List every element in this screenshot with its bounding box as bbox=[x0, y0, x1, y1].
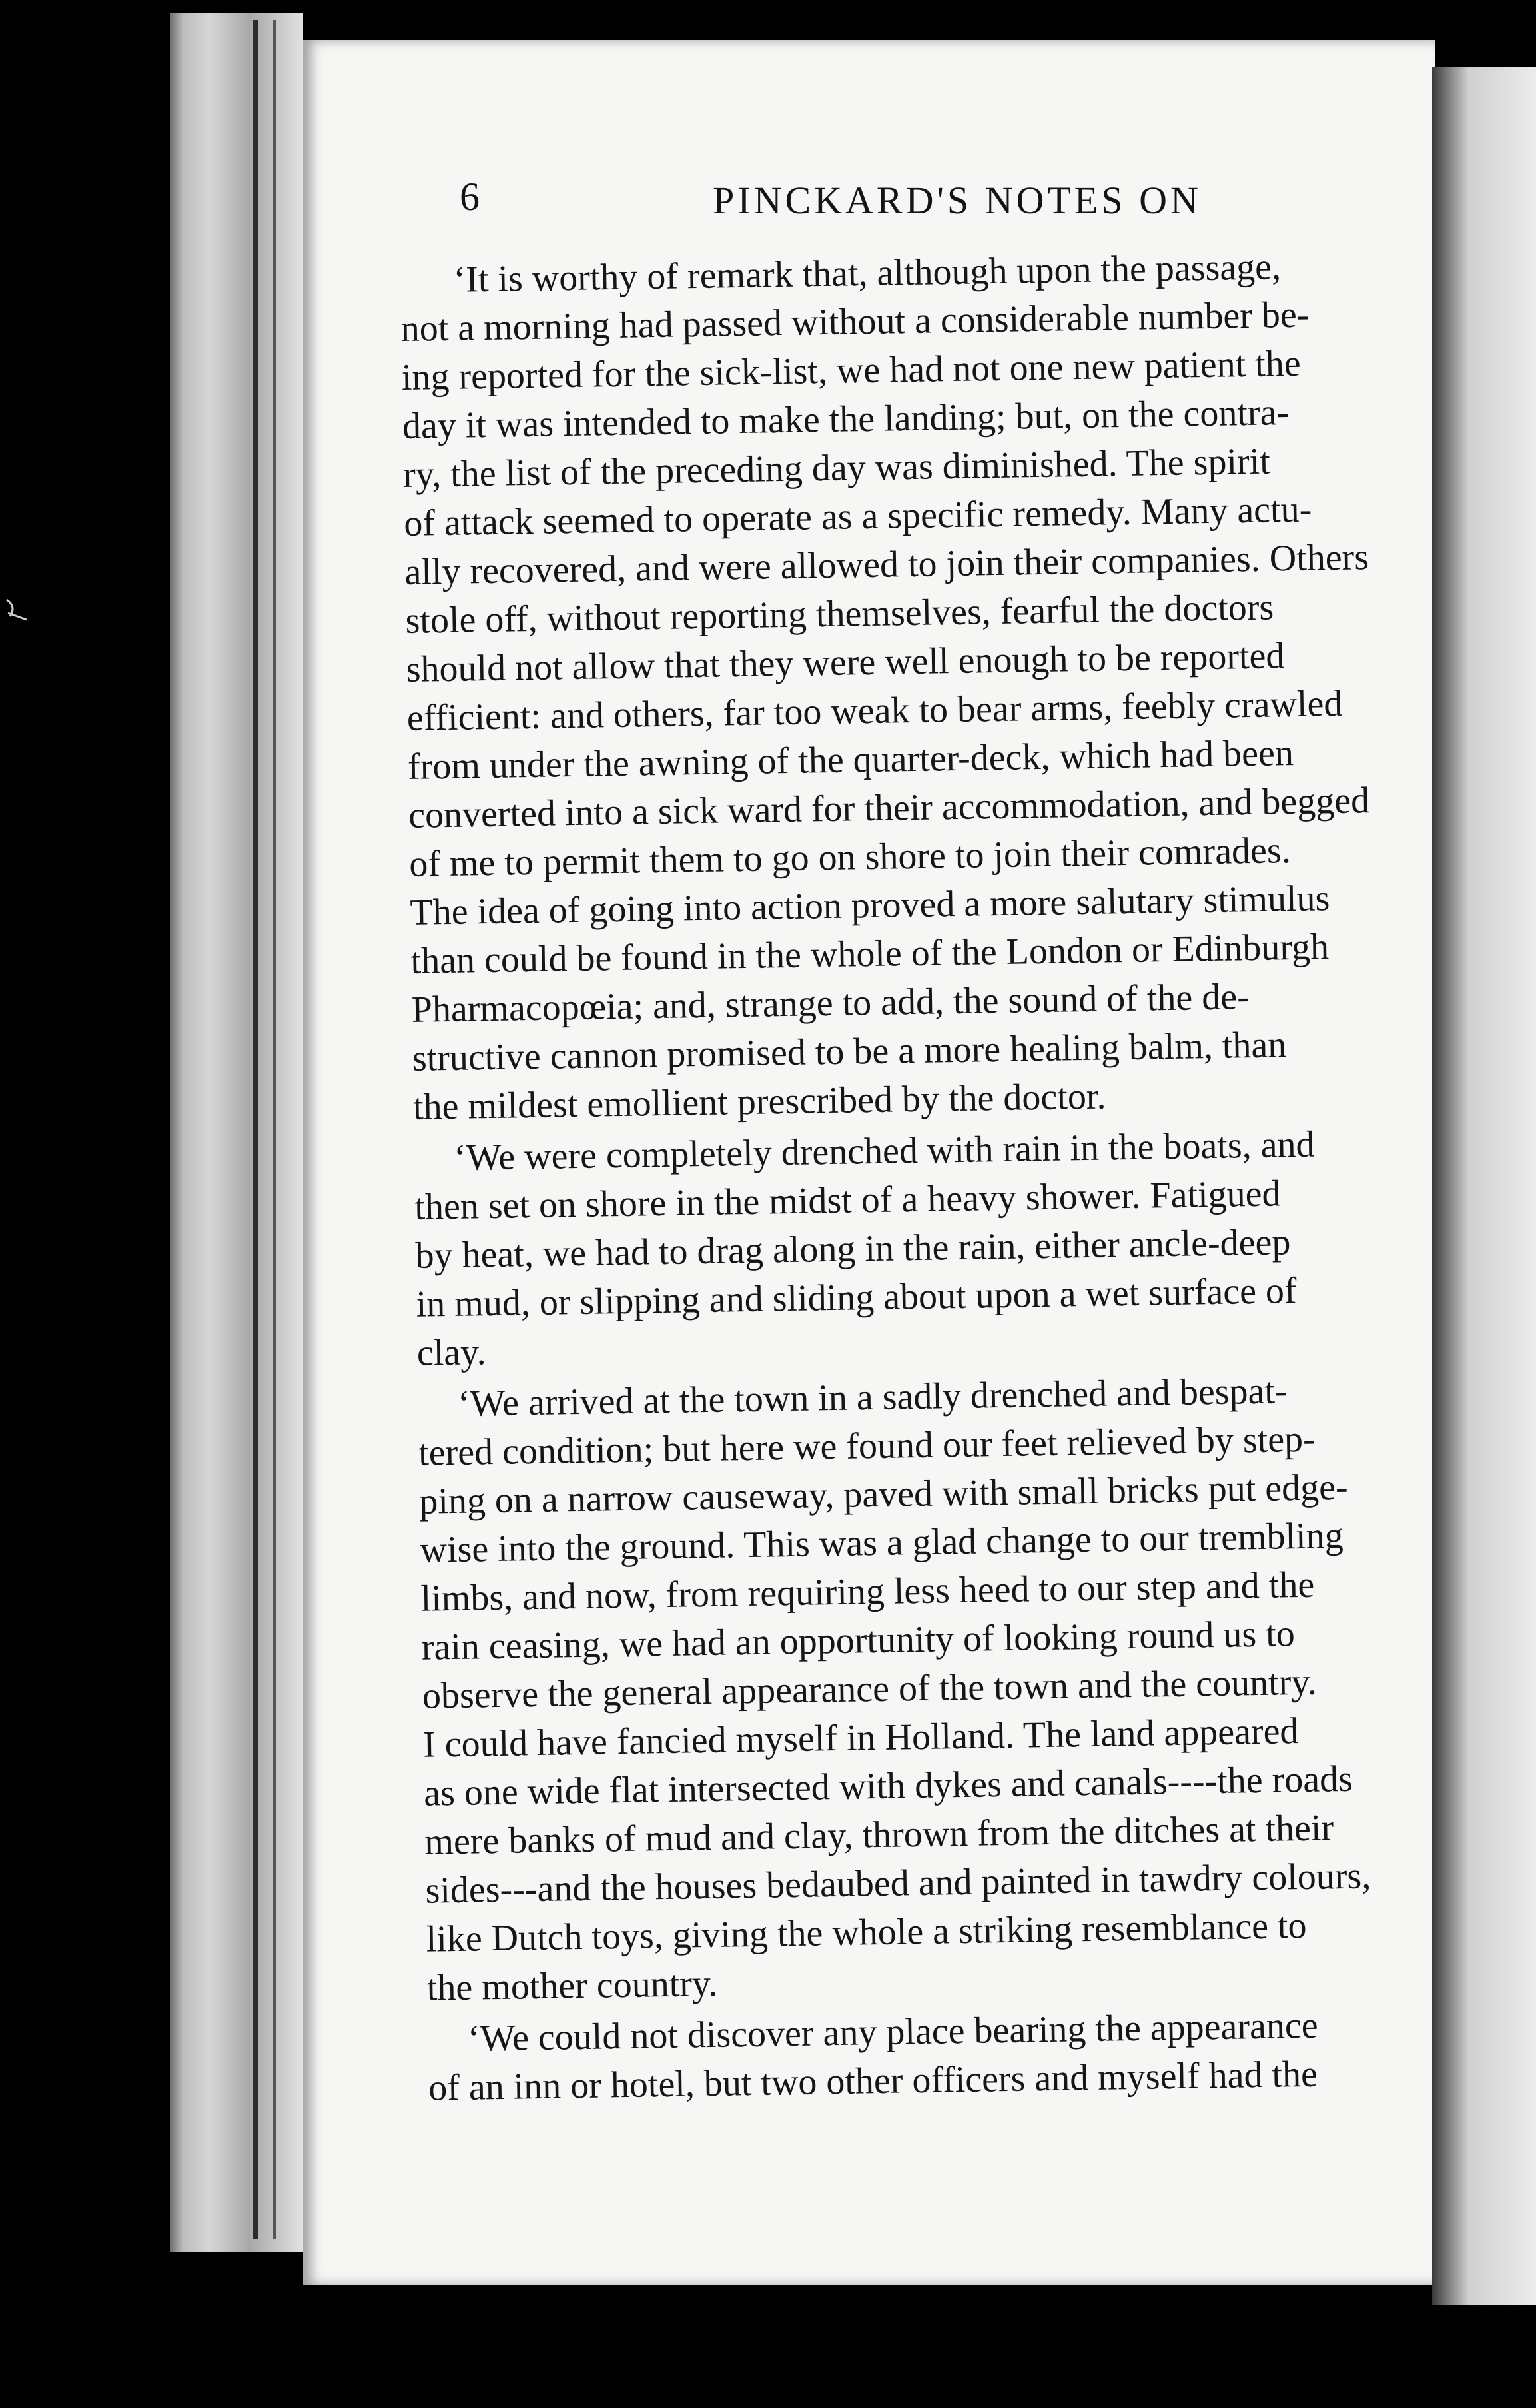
text-line: day it was intended to make the landing; but, on the contra- bbox=[402, 392, 1290, 447]
text-line: mere banks of mud and clay, thrown from the ditches at their bbox=[424, 1807, 1334, 1863]
text-line: ping on a narrow causeway, paved with small bricks put edge- bbox=[418, 1466, 1349, 1522]
text-line: efficient: and others, far too weak to bear arms, feebly crawled bbox=[406, 682, 1343, 739]
text-line: wise into the ground. This was a glad change to our trembling bbox=[420, 1514, 1344, 1571]
text-line: ‘We were completely drenched with rain in the boats, and bbox=[453, 1123, 1315, 1179]
text-line: converted into a sick ward for their accommodation, and begged bbox=[408, 780, 1370, 836]
page-edge-shadow bbox=[253, 20, 258, 2239]
text-line: tered condition; but here we found our feet relieved by step- bbox=[418, 1418, 1316, 1474]
text-line: then set on shore in the midst of a heavy shower. Fatigued bbox=[414, 1173, 1281, 1228]
text-line: ‘We could not discover any place bearing the appearance bbox=[467, 2004, 1319, 2060]
text-line: clay. bbox=[416, 1331, 486, 1374]
running-head: PINCKARD'S NOTES ON bbox=[713, 179, 1202, 222]
text-line: than could be found in the whole of the London or Edinburgh bbox=[410, 926, 1330, 982]
text-line: rain ceasing, we had an opportunity of looking round us to bbox=[421, 1613, 1296, 1668]
text-line: structive cannon promised to be a more healing balm, than bbox=[412, 1024, 1287, 1079]
text-line: ally recovered, and were allowed to join their companies. Others bbox=[404, 536, 1369, 593]
text-line: should not allow that they were well enough to be reported bbox=[406, 635, 1285, 690]
text-line: of an inn or hotel, but two other officers and myself had the bbox=[428, 2053, 1318, 2109]
margin-mark bbox=[0, 586, 40, 626]
text-line: ing reported for the sick-list, we had not one new patient the bbox=[401, 342, 1302, 398]
text-line: observe the general appearance of the town and the country. bbox=[422, 1661, 1318, 1717]
text-line: The idea of going into action proved a more salutary stimulus bbox=[409, 878, 1330, 933]
text-line: of attack seemed to operate as a specific remedy. Many actu- bbox=[403, 488, 1312, 544]
text-line: Pharmacopœia; and, strange to add, the sound of the de- bbox=[411, 976, 1250, 1031]
text-line: the mildest emollient prescribed by the doctor. bbox=[412, 1075, 1106, 1128]
text-line: I could have fancied myself in Holland. The land appeared bbox=[422, 1710, 1299, 1766]
text-line: like Dutch toys, giving the whole a striking resemblance to bbox=[426, 1904, 1307, 1960]
text-line: not a morning had passed without a considerable number be- bbox=[400, 294, 1310, 350]
text-line: stole off, without reporting themselves, fearful the doctors bbox=[405, 586, 1274, 642]
text-line: ‘We arrived at the town in a sadly drenched and bespat- bbox=[457, 1370, 1288, 1425]
text-line: sides---and the houses bedaubed and painted in tawdry colours, bbox=[425, 1855, 1371, 1912]
text-line: ry, the list of the preceding day was diminished. The spirit bbox=[402, 440, 1271, 496]
page-header bbox=[460, 170, 1405, 243]
text-line: as one wide flat intersected with dykes and canals----the roads bbox=[423, 1758, 1353, 1814]
text-line: in mud, or slipping and sliding about upon a wet surface of bbox=[416, 1270, 1298, 1325]
text-line: ‘It is worthy of remark that, although upon the passage, bbox=[453, 246, 1282, 301]
text-line: by heat, we had to drag along in the rain, either ancle-deep bbox=[415, 1221, 1291, 1277]
text-line: from under the awning of the quarter-deck, which had been bbox=[407, 732, 1294, 788]
text-line: the mother country. bbox=[426, 1962, 718, 2009]
text-line: limbs, and now, from requiring less heed to our step and the bbox=[420, 1564, 1315, 1620]
text-line: of me to permit them to go on shore to join their comrades. bbox=[408, 830, 1292, 885]
page-number: 6 bbox=[460, 175, 480, 219]
page-edge-shadow bbox=[273, 20, 276, 2239]
book-page-edges bbox=[170, 13, 303, 2252]
body-text bbox=[400, 240, 1468, 2112]
